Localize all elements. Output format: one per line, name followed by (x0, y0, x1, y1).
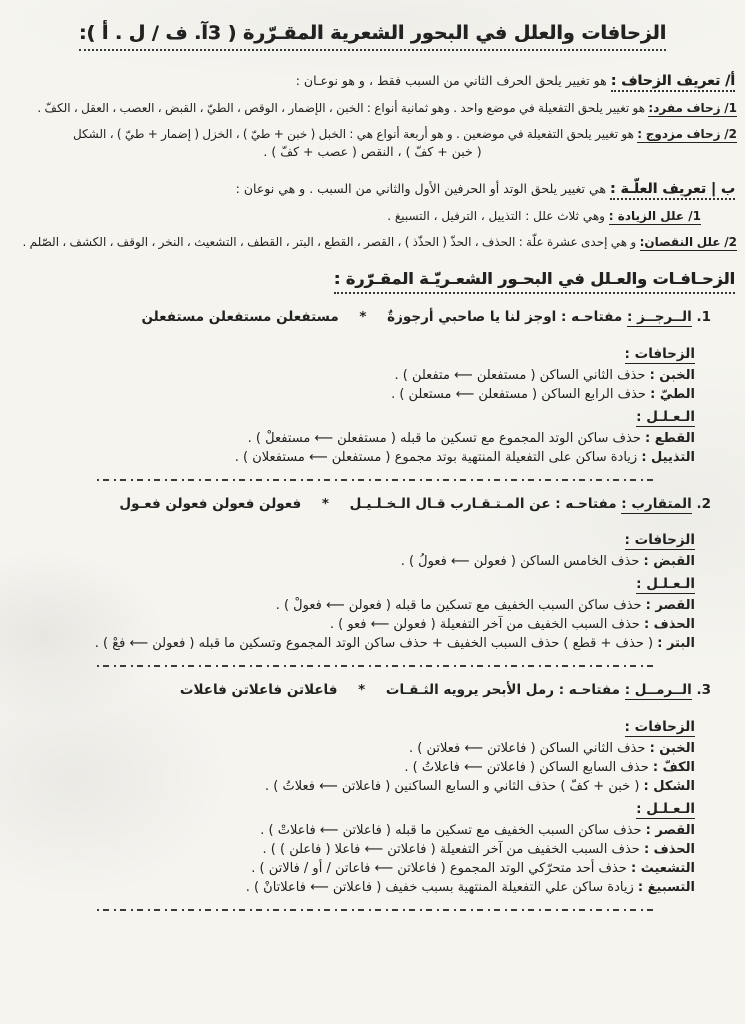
rule-shakl: الشكل : ( خبن + كفّ ) حذف الثاني و السابع الساكنين ( فاعلاتن ⟵ فعلاتُ ) . (265, 778, 695, 794)
zihaf-definition-line (8, 73, 735, 89)
rule-tadhyil: التذييل : زيادة ساكن على التفعيلة المنتهية بوتد مجموع ( مستفعلن ⟵ مستفعلان ) . (234, 449, 695, 465)
zihaf-type-double (8, 127, 737, 141)
zihaf-type-double-continuation: ( خبن + كفّ ) ، النقص ( عصب + كفّ ) . (263, 144, 482, 159)
meter-rajaz-title (8, 309, 711, 325)
meter-mutaqarib-title (8, 496, 711, 512)
verse-star-separator: * (358, 682, 366, 698)
zihaf-type-double-label: 2/ زحاف مزدوج : (637, 127, 737, 141)
meter-name: الــرمــل : (624, 682, 692, 698)
rule-qasr: القصر : حذف ساكن السبب الخفيف مع تسكين ما قبله ( فاعلاتن ⟵ فاعلاتْ ) . (260, 822, 695, 838)
meter-key-verse: رمل الأبحر يرويه الثـقـات (385, 682, 554, 698)
zihaf-definition-text: هو تغيير يلحق الحرف الثاني من السبب فقط ، و هو نوعـان : (295, 73, 607, 88)
rule-qasr: القصر : حذف ساكن السبب الخفيف مع تسكين ما قبله ( فعولن ⟵ فعولْ ) . (275, 598, 695, 613)
meter-ramal-title (8, 682, 711, 698)
section-heading: الزحـافـات والعـلل في البحـور الشعـريّـة المقـرّرة : (334, 269, 735, 294)
zihaf-type-single-label: 1/ زحاف مفرد: (648, 101, 737, 115)
illa-definition-label: ب | تعريف العلّـة : (610, 181, 735, 200)
meter-rajaz-body (8, 339, 695, 465)
page-title: الزحافات والعلل في البحور الشعرية المقـرّرة ( 3آ. ف / ل . أ ): (79, 22, 666, 51)
meter-key-label: مفتاحـه : (555, 495, 617, 512)
dashed-separator (93, 909, 653, 911)
zihaf-type-single-text: هو تغيير يلحق التفعيلة في موضع واحد . وهو ثمانية أنواع : الخبن ، الإضمار ، الوقص ، الطيّ ، القبض ، العصب ، العقل ، الكفّ . (37, 101, 646, 115)
meter-key-verse: عن المـتـقـارب قـال الـخـلـيـل (349, 495, 551, 512)
meter-number: 3. (696, 682, 711, 698)
illa-type-reduction-label: 2/ علل النقصان: (639, 235, 737, 249)
meter-mutaqarib-section (8, 496, 711, 652)
zihafat-label: الزحافات : (624, 345, 695, 362)
zihafat-label: الزحافات : (624, 532, 695, 548)
zihaf-type-single (8, 101, 737, 115)
illa-definition-line (8, 181, 735, 197)
meter-name: المتقارب : (621, 495, 692, 512)
meter-key-verse: اوجز لنا يا صاحبي أرجوزةٌ (387, 309, 557, 325)
illa-type-reduction (8, 235, 737, 249)
illa-type-addition-label: 1/ علل الزيادة : (608, 209, 701, 223)
meter-key-label: مفتاحـه : (560, 309, 623, 325)
meter-number: 1. (696, 309, 711, 325)
rule-batr: البتر : ( حذف + قطع ) حذف السبب الخفيف + حذف ساكن الوتد المجموع وتسكين ما قبله ( فعولن ⟵ فعْ ) . (94, 636, 695, 651)
rule-qabd: القبض : حذف الخامس الساكن ( فعولن ⟵ فعولُ ) . (400, 554, 695, 569)
rule-tayy: الطيّ : حذف الرابع الساكن ( مستفعلن ⟵ مستعلن ) . (391, 386, 695, 402)
verse-star-separator: * (359, 309, 367, 325)
meter-name: الــرجــز : (626, 309, 692, 325)
dashed-separator (93, 479, 653, 481)
meter-key-label: مفتاحـه : (558, 682, 620, 698)
rule-kaff: الكفّ : حذف السابع الساكن ( فاعلاتن ⟵ فاعلاتُ ) . (404, 759, 695, 775)
illa-definition-text: هي تغيير يلحق الوتد أو الحرفين الأول والثاني من السبب . و هي نوعان : (235, 181, 606, 196)
meter-ramal-body (8, 712, 695, 895)
rule-hadhf: الحذف : حذف السبب الخفيف من آخر التفعيلة ( فاعلاتن ⟵ فاعلا ( فاعلن ) ) . (262, 841, 695, 857)
ilal-label: الـعـلـل : (636, 408, 695, 425)
meter-mutaqarib-body (8, 525, 695, 651)
meter-feet: مستفعلن مستفعلن مستفعلن (141, 309, 339, 325)
illa-type-addition-text: وهي ثلاث علل : التذييل ، الترفيل ، التسبيغ . (387, 209, 605, 223)
rule-hadhf: الحذف : حذف السبب الخفيف من آخر التفعيلة ( فعولن ⟵ فعو ) . (329, 617, 695, 632)
meter-feet: فعولن فعولن فعولن فعـول (119, 495, 302, 512)
dashed-separator (93, 665, 653, 667)
zihaf-type-double-text: هو تغيير يلحق التفعيلة في موضعين . و هو أربعة أنواع هي : الخبل ( خبن + طيّ ) ، الخزل ( إضمار + طيّ ) ، الشكل (72, 127, 634, 141)
verse-star-separator: * (321, 495, 329, 512)
rule-khabn: الخبن : حذف الثاني الساكن ( فاعلاتن ⟵ فعلاتن ) . (409, 740, 695, 756)
ilal-label: الـعـلـل : (636, 800, 695, 817)
meter-ramal-section (8, 682, 711, 895)
title-row (8, 22, 737, 51)
section-heading-row (8, 269, 735, 294)
illa-type-addition (8, 209, 701, 223)
rule-qat: القطع : حذف ساكن الوتد المجموع مع تسكين ما قبله ( مستفعلن ⟵ مستفعلْ ) . (247, 430, 695, 446)
meter-number: 2. (696, 495, 711, 512)
zihaf-definition-label: أ/ تعريف الزحاف : (611, 73, 735, 92)
zihafat-label: الزحافات : (624, 718, 695, 735)
meter-rajaz-section (8, 309, 711, 465)
meter-feet: فاعلاتن فاعلاتن فاعلات (179, 682, 338, 698)
ilal-label: الـعـلـل : (636, 576, 695, 592)
illa-type-reduction-text: و هي إحدى عشرة علّة : الحذف ، الحذّ ( الحذّذ ) ، القصر ، القطع ، البتر ، القطف ، التشعيث ، النخر ، الوقف ، الكشف ، الصّلم . (22, 235, 637, 249)
rule-tasbigh: التسبيغ : زيادة ساكن علي التفعيلة المنتهية بسبب خفيف ( فاعلاتن ⟵ فاعلاتانْ ) . (245, 879, 695, 895)
rule-tashith: التشعيث : حذف أحد متحرّكي الوتد المجموع ( فاعلاتن ⟵ فاعاتن / أو / فالاتن ) . (251, 860, 695, 876)
rule-khabn: الخبن : حذف الثاني الساكن ( مستفعلن ⟵ متفعلن ) . (394, 367, 695, 383)
